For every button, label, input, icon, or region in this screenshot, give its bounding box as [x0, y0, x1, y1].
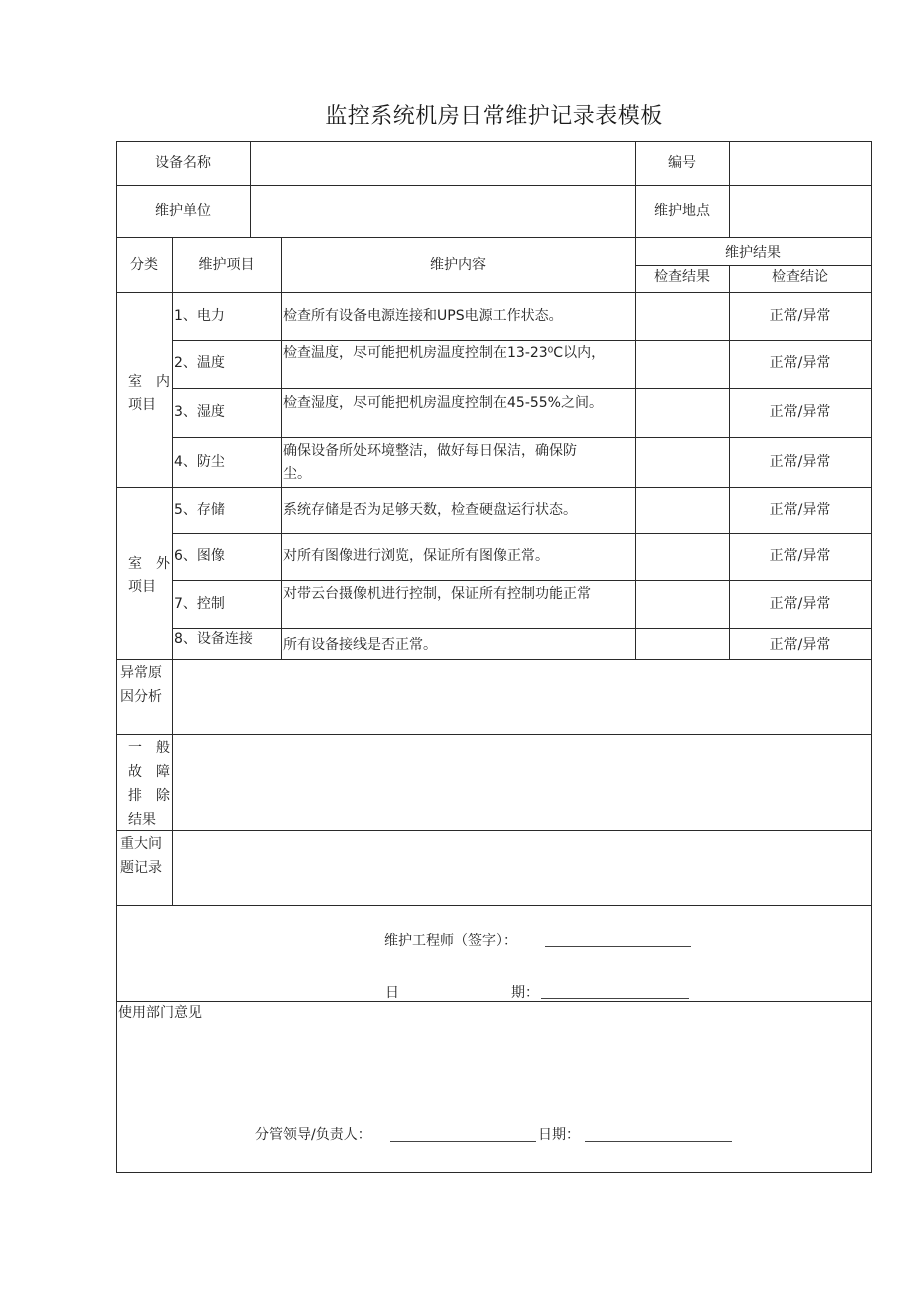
fault-elimination-field[interactable] — [173, 735, 870, 830]
date-label-part2: 期： — [511, 985, 539, 1001]
major-issue-field[interactable] — [173, 831, 870, 905]
category-header: 分类 — [130, 257, 158, 273]
location-field[interactable] — [730, 186, 870, 237]
row-item: 6、图像 — [174, 548, 225, 564]
row-conclusion: 正常/异常 — [769, 308, 831, 324]
content-header: 维护内容 — [430, 257, 486, 273]
check-result-field[interactable] — [636, 488, 729, 533]
date-line[interactable] — [541, 998, 689, 999]
date-label-part1: 日 — [385, 985, 399, 1001]
unit-field[interactable] — [250, 186, 635, 237]
check-result-field[interactable] — [636, 581, 729, 628]
page-title: 监控系统机房日常维护记录表模板 — [325, 104, 663, 129]
device-name-field[interactable] — [250, 142, 635, 185]
row-conclusion: 正常/异常 — [769, 454, 831, 470]
row-item: 1、电力 — [174, 308, 225, 324]
leader-date-line[interactable] — [585, 1141, 732, 1142]
row-content-continued: 尘。 — [283, 466, 311, 482]
row-content: 确保设备所处环境整洁，做好每日保洁，确保防 — [283, 443, 577, 459]
row-content: 检查所有设备电源连接和UPS电源工作状态。 — [283, 308, 563, 324]
check-result-field[interactable] — [636, 389, 729, 437]
result-group-header: 维护结果 — [725, 245, 781, 261]
row-item: 5、存储 — [174, 502, 225, 518]
row-conclusion: 正常/异常 — [769, 404, 831, 420]
row-item: 3、湿度 — [174, 404, 225, 420]
row-conclusion: 正常/异常 — [769, 502, 831, 518]
device-name-label: 设备名称 — [155, 155, 211, 171]
abnormal-analysis-field[interactable] — [173, 660, 870, 734]
check-result-field[interactable] — [636, 293, 729, 340]
row-item: 2、温度 — [174, 355, 225, 371]
location-label: 维护地点 — [654, 203, 710, 219]
row-conclusion: 正常/异常 — [769, 355, 831, 371]
row-content: 系统存储是否为足够天数，检查硬盘运行状态。 — [283, 502, 577, 518]
row-item: 8、设备连接 — [174, 631, 253, 647]
row-conclusion: 正常/异常 — [769, 596, 831, 612]
check-result-field[interactable] — [636, 534, 729, 580]
check-result-field[interactable] — [636, 341, 729, 388]
leader-signature-label: 分管领导/负责人： — [255, 1127, 372, 1143]
check-result-header: 检查结果 — [654, 269, 710, 285]
engineer-signature-line[interactable] — [545, 946, 691, 947]
number-label: 编号 — [668, 155, 696, 171]
leader-date-label: 日期： — [538, 1127, 580, 1143]
number-field[interactable] — [730, 142, 870, 185]
row-conclusion: 正常/异常 — [769, 548, 831, 564]
check-conclusion-header: 检查结论 — [772, 269, 828, 285]
row-item: 7、控制 — [174, 596, 225, 612]
leader-signature-line[interactable] — [390, 1141, 536, 1142]
engineer-signature-label: 维护工程师（签字）： — [384, 933, 517, 949]
unit-label: 维护单位 — [155, 203, 211, 219]
row-content: 检查温度，尽可能把机房温度控制在13-23⁰C以内， — [283, 345, 606, 361]
row-conclusion: 正常/异常 — [769, 637, 831, 653]
check-result-field[interactable] — [636, 438, 729, 487]
row-content: 所有设备接线是否正常。 — [283, 637, 437, 653]
item-header: 维护项目 — [198, 257, 255, 273]
row-content: 检查湿度，尽可能把机房温度控制在45-55%之间。 — [283, 395, 603, 411]
row-item: 4、防尘 — [174, 454, 225, 470]
dept-opinion-label: 使用部门意见 — [118, 1005, 202, 1021]
check-result-field[interactable] — [636, 629, 729, 659]
row-content: 对所有图像进行浏览，保证所有图像正常。 — [283, 548, 549, 564]
row-content: 对带云台摄像机进行控制，保证所有控制功能正常 — [283, 586, 591, 602]
